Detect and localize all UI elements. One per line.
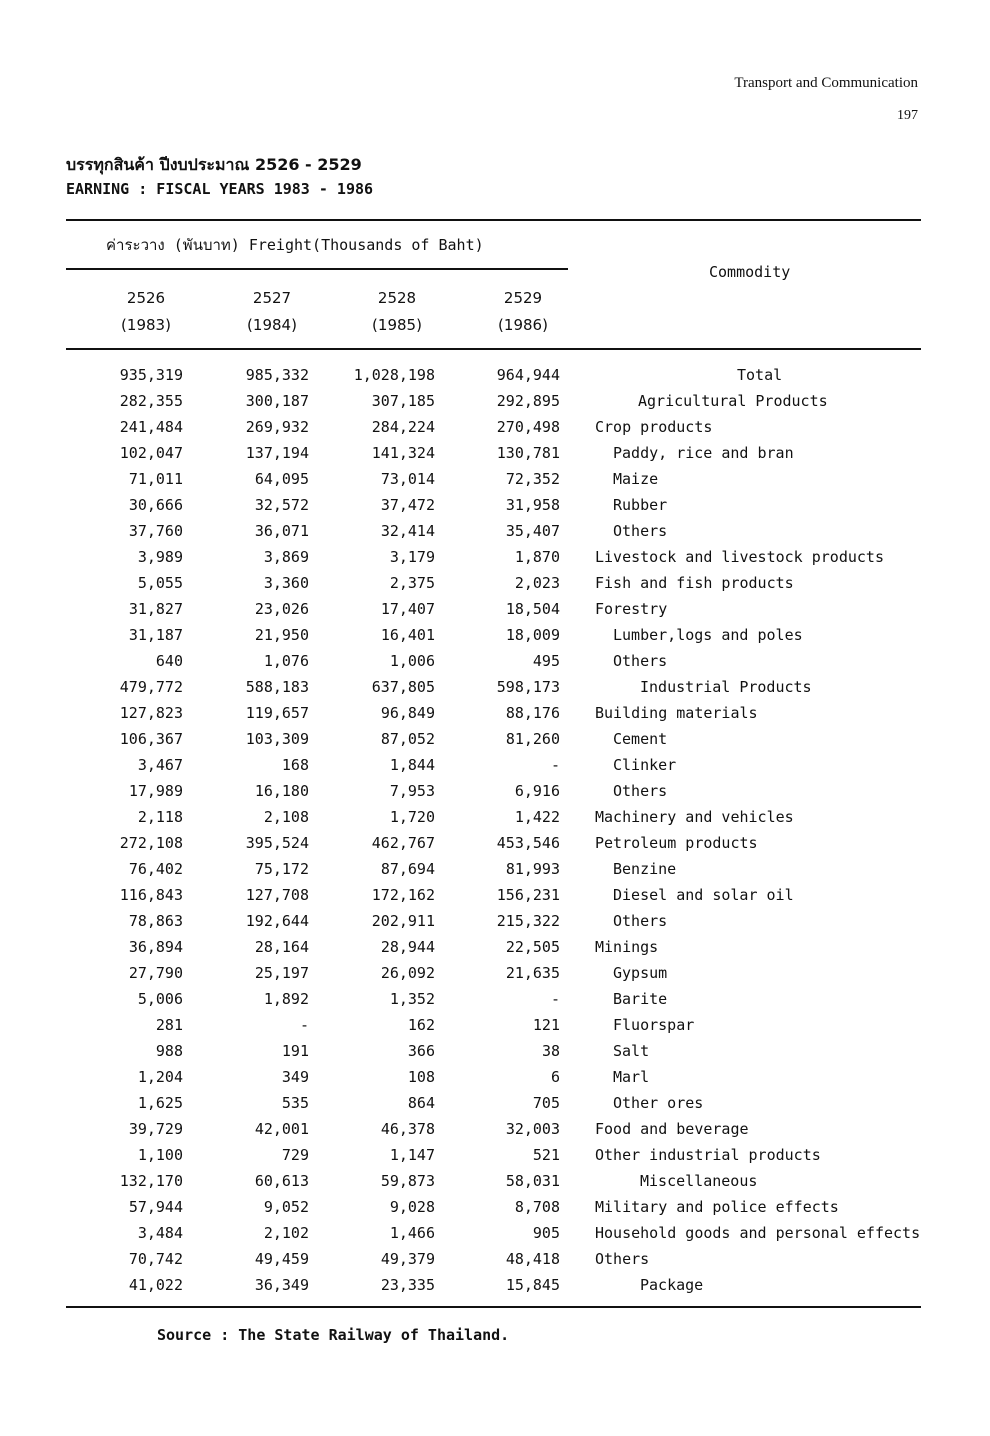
commodity-label: Agricultural Products	[638, 392, 828, 410]
freight-value-1985: 3,179	[389, 548, 435, 566]
freight-value-1986: 905	[532, 1224, 560, 1242]
table-row	[0, 778, 990, 804]
freight-value-1986: 453,546	[496, 834, 560, 852]
commodity-label: Others	[595, 1250, 650, 1268]
commodity-label: Rubber	[613, 496, 668, 514]
freight-value-1984: 103,309	[245, 730, 309, 748]
freight-value-1986: 495	[532, 652, 560, 670]
freight-value-1985: 1,028,198	[353, 366, 435, 384]
table-title-thai: บรรทุกสินค้า ปีงบประมาณ 2526 - 2529	[66, 155, 362, 174]
table-row	[0, 388, 990, 414]
freight-value-1983: 132,170	[119, 1172, 183, 1190]
freight-value-1983: 935,319	[119, 366, 183, 384]
freight-value-1986: 18,504	[505, 600, 560, 618]
table-row	[0, 674, 990, 700]
freight-value-1984: 49,459	[254, 1250, 309, 1268]
commodity-label: Other industrial products	[595, 1146, 821, 1164]
table-row	[0, 362, 990, 388]
table-row	[0, 518, 990, 544]
table-row	[0, 1272, 990, 1298]
year-ad: (1984)	[247, 316, 297, 334]
freight-value-1985: 141,324	[371, 444, 435, 462]
table-body	[0, 362, 990, 1298]
freight-value-1986: 72,352	[505, 470, 560, 488]
commodity-label: Clinker	[613, 756, 677, 774]
freight-value-1984: 300,187	[245, 392, 309, 410]
commodity-column-header: Commodity	[709, 263, 791, 281]
freight-value-1984: 25,197	[254, 964, 309, 982]
freight-value-1983: 3,467	[137, 756, 183, 774]
year-ad: (1986)	[498, 316, 548, 334]
freight-value-1986: 6	[550, 1068, 560, 1086]
freight-value-1984: 192,644	[245, 912, 309, 930]
freight-value-1986: 1,870	[514, 548, 560, 566]
table-row	[0, 570, 990, 596]
freight-value-1983: 39,729	[128, 1120, 183, 1138]
commodity-label: Crop products	[595, 418, 713, 436]
freight-value-1985: 1,147	[389, 1146, 435, 1164]
freight-column-label: ค่าระวาง (พันบาท) Freight(Thousands of Baht)	[106, 236, 484, 254]
freight-value-1983: 5,055	[137, 574, 183, 592]
commodity-label: Salt	[613, 1042, 650, 1060]
freight-value-1984: 21,950	[254, 626, 309, 644]
freight-value-1985: 162	[407, 1016, 435, 1034]
freight-value-1983: 282,355	[119, 392, 183, 410]
freight-value-1985: 49,379	[380, 1250, 435, 1268]
freight-value-1985: 1,006	[389, 652, 435, 670]
freight-value-1984: 349	[281, 1068, 309, 1086]
freight-value-1983: 127,823	[119, 704, 183, 722]
freight-value-1986: 88,176	[505, 704, 560, 722]
freight-value-1986: 705	[532, 1094, 560, 1112]
commodity-label: Diesel and solar oil	[613, 886, 794, 904]
commodity-label: Household goods and personal effects	[595, 1224, 921, 1242]
source-note: Source : The State Railway of Thailand.	[157, 1326, 510, 1344]
commodity-label: Others	[613, 912, 668, 930]
freight-value-1986: 2,023	[514, 574, 560, 592]
freight-value-1983: 479,772	[119, 678, 183, 696]
freight-value-1986: 521	[532, 1146, 560, 1164]
freight-value-1983: 41,022	[128, 1276, 183, 1294]
table-row	[0, 414, 990, 440]
freight-value-1984: 985,332	[245, 366, 309, 384]
freight-value-1985: 87,694	[380, 860, 435, 878]
table-row	[0, 1194, 990, 1220]
year-header-2529	[478, 285, 568, 339]
freight-value-1986: 964,944	[496, 366, 560, 384]
year-header-2527	[227, 285, 317, 339]
freight-value-1983: 241,484	[119, 418, 183, 436]
freight-value-1983: 640	[155, 652, 183, 670]
table-row	[0, 1038, 990, 1064]
table-row	[0, 986, 990, 1012]
freight-value-1985: 46,378	[380, 1120, 435, 1138]
commodity-label: Barite	[613, 990, 668, 1008]
table-row	[0, 960, 990, 986]
freight-value-1985: 23,335	[380, 1276, 435, 1294]
table-row	[0, 596, 990, 622]
freight-value-1983: 1,625	[137, 1094, 183, 1112]
freight-value-1984: 64,095	[254, 470, 309, 488]
freight-value-1984: 23,026	[254, 600, 309, 618]
freight-value-1984: 36,071	[254, 522, 309, 540]
freight-value-1986: 8,708	[514, 1198, 560, 1216]
freight-value-1983: 36,894	[128, 938, 183, 956]
freight-value-1986: 215,322	[496, 912, 560, 930]
table-row	[0, 492, 990, 518]
freight-value-1986: 1,422	[514, 808, 560, 826]
freight-value-1983: 272,108	[119, 834, 183, 852]
table-row	[0, 648, 990, 674]
freight-value-1983: 116,843	[119, 886, 183, 904]
freight-value-1985: 366	[407, 1042, 435, 1060]
freight-value-1984: 3,869	[263, 548, 309, 566]
year-header-2528	[352, 285, 442, 339]
freight-value-1984: 127,708	[245, 886, 309, 904]
freight-value-1983: 31,187	[128, 626, 183, 644]
freight-value-1985: 284,224	[371, 418, 435, 436]
header-bottom-rule	[66, 348, 921, 350]
table-row	[0, 1220, 990, 1246]
commodity-label: Paddy, rice and bran	[613, 444, 794, 462]
table-row	[0, 622, 990, 648]
table-row	[0, 856, 990, 882]
freight-value-1983: 988	[155, 1042, 183, 1060]
freight-value-1986: 31,958	[505, 496, 560, 514]
freight-value-1983: 5,006	[137, 990, 183, 1008]
running-head: Transport and Communication	[734, 75, 918, 91]
freight-value-1985: 1,720	[389, 808, 435, 826]
commodity-label: Others	[613, 522, 668, 540]
freight-header-rule	[66, 268, 568, 270]
commodity-label: Miscellaneous	[640, 1172, 758, 1190]
freight-value-1983: 281	[155, 1016, 183, 1034]
commodity-label: Maize	[613, 470, 659, 488]
freight-value-1983: 31,827	[128, 600, 183, 618]
freight-value-1984: 9,052	[263, 1198, 309, 1216]
freight-value-1985: 73,014	[380, 470, 435, 488]
freight-value-1983: 106,367	[119, 730, 183, 748]
freight-value-1984: 2,102	[263, 1224, 309, 1242]
freight-value-1985: 9,028	[389, 1198, 435, 1216]
table-row	[0, 1090, 990, 1116]
freight-value-1985: 108	[407, 1068, 435, 1086]
freight-value-1984: 3,360	[263, 574, 309, 592]
freight-value-1985: 637,805	[371, 678, 435, 696]
commodity-label: Other ores	[613, 1094, 704, 1112]
freight-value-1985: 28,944	[380, 938, 435, 956]
table-row	[0, 934, 990, 960]
freight-value-1984: 60,613	[254, 1172, 309, 1190]
freight-value-1986: -	[550, 756, 560, 774]
table-title-english: EARNING : FISCAL YEARS 1983 - 1986	[66, 180, 374, 198]
freight-value-1985: 1,466	[389, 1224, 435, 1242]
freight-value-1986: 156,231	[496, 886, 560, 904]
freight-value-1985: 96,849	[380, 704, 435, 722]
freight-value-1983: 1,100	[137, 1146, 183, 1164]
freight-value-1985: 16,401	[380, 626, 435, 644]
table-row	[0, 700, 990, 726]
commodity-label: Building materials	[595, 704, 758, 722]
freight-value-1985: 307,185	[371, 392, 435, 410]
freight-value-1985: 202,911	[371, 912, 435, 930]
freight-value-1986: 6,916	[514, 782, 560, 800]
commodity-label: Benzine	[613, 860, 677, 878]
freight-value-1984: 535	[281, 1094, 309, 1112]
page-number: 197	[897, 108, 918, 123]
freight-value-1985: 1,844	[389, 756, 435, 774]
freight-value-1986: 15,845	[505, 1276, 560, 1294]
table-row	[0, 1012, 990, 1038]
freight-value-1984: 16,180	[254, 782, 309, 800]
commodity-label: Gypsum	[613, 964, 668, 982]
year-header-2526	[101, 285, 191, 339]
freight-value-1983: 70,742	[128, 1250, 183, 1268]
table-bottom-rule	[66, 1306, 921, 1308]
commodity-label: Food and beverage	[595, 1120, 749, 1138]
freight-value-1986: 58,031	[505, 1172, 560, 1190]
freight-value-1984: 28,164	[254, 938, 309, 956]
table-row	[0, 544, 990, 570]
freight-value-1985: 1,352	[389, 990, 435, 1008]
freight-value-1986: 270,498	[496, 418, 560, 436]
freight-value-1985: 26,092	[380, 964, 435, 982]
freight-value-1984: 1,892	[263, 990, 309, 1008]
freight-value-1985: 7,953	[389, 782, 435, 800]
freight-value-1983: 78,863	[128, 912, 183, 930]
table-row	[0, 440, 990, 466]
freight-value-1985: 172,162	[371, 886, 435, 904]
freight-value-1983: 2,118	[137, 808, 183, 826]
table-row	[0, 1168, 990, 1194]
freight-value-1985: 462,767	[371, 834, 435, 852]
commodity-label: Total	[737, 366, 783, 384]
commodity-label: Package	[640, 1276, 704, 1294]
year-ad: (1983)	[121, 316, 171, 334]
commodity-label: Minings	[595, 938, 659, 956]
freight-value-1983: 17,989	[128, 782, 183, 800]
year-thai: 2529	[503, 289, 543, 307]
commodity-label: Machinery and vehicles	[595, 808, 794, 826]
freight-value-1984: 2,108	[263, 808, 309, 826]
commodity-label: Forestry	[595, 600, 668, 618]
commodity-label: Petroleum products	[595, 834, 758, 852]
commodity-label: Others	[613, 652, 668, 670]
commodity-label: Fish and fish products	[595, 574, 794, 592]
table-row	[0, 1142, 990, 1168]
freight-value-1986: -	[550, 990, 560, 1008]
table-row	[0, 726, 990, 752]
freight-value-1984: 75,172	[254, 860, 309, 878]
commodity-label: Lumber,logs and poles	[613, 626, 803, 644]
freight-value-1984: 119,657	[245, 704, 309, 722]
year-thai: 2527	[252, 289, 292, 307]
freight-value-1983: 3,989	[137, 548, 183, 566]
freight-value-1984: 269,932	[245, 418, 309, 436]
freight-value-1984: -	[299, 1016, 309, 1034]
table-row	[0, 908, 990, 934]
freight-value-1986: 48,418	[505, 1250, 560, 1268]
freight-value-1985: 17,407	[380, 600, 435, 618]
year-thai: 2528	[377, 289, 417, 307]
table-top-rule	[66, 219, 921, 221]
freight-value-1986: 35,407	[505, 522, 560, 540]
freight-value-1983: 102,047	[119, 444, 183, 462]
freight-value-1986: 32,003	[505, 1120, 560, 1138]
year-thai: 2526	[126, 289, 166, 307]
freight-value-1986: 130,781	[496, 444, 560, 462]
table-row	[0, 882, 990, 908]
freight-value-1984: 729	[281, 1146, 309, 1164]
table-row	[0, 752, 990, 778]
freight-value-1983: 37,760	[128, 522, 183, 540]
freight-value-1983: 27,790	[128, 964, 183, 982]
freight-value-1986: 598,173	[496, 678, 560, 696]
freight-value-1985: 59,873	[380, 1172, 435, 1190]
freight-value-1983: 71,011	[128, 470, 183, 488]
freight-value-1984: 42,001	[254, 1120, 309, 1138]
commodity-label: Fluorspar	[613, 1016, 695, 1034]
commodity-label: Military and police effects	[595, 1198, 839, 1216]
table-row	[0, 804, 990, 830]
commodity-label: Others	[613, 782, 668, 800]
freight-value-1985: 37,472	[380, 496, 435, 514]
freight-value-1986: 81,260	[505, 730, 560, 748]
freight-value-1985: 87,052	[380, 730, 435, 748]
freight-value-1986: 121	[532, 1016, 560, 1034]
freight-value-1985: 32,414	[380, 522, 435, 540]
freight-value-1986: 38	[541, 1042, 560, 1060]
table-row	[0, 1246, 990, 1272]
freight-value-1985: 864	[407, 1094, 435, 1112]
freight-value-1983: 3,484	[137, 1224, 183, 1242]
table-row	[0, 1064, 990, 1090]
freight-value-1986: 22,505	[505, 938, 560, 956]
table-row	[0, 1116, 990, 1142]
freight-value-1984: 191	[281, 1042, 309, 1060]
freight-value-1984: 36,349	[254, 1276, 309, 1294]
freight-value-1984: 168	[281, 756, 309, 774]
freight-value-1984: 32,572	[254, 496, 309, 514]
freight-value-1986: 21,635	[505, 964, 560, 982]
commodity-label: Cement	[613, 730, 668, 748]
freight-value-1986: 292,895	[496, 392, 560, 410]
table-row	[0, 830, 990, 856]
freight-value-1983: 30,666	[128, 496, 183, 514]
freight-value-1984: 137,194	[245, 444, 309, 462]
freight-value-1985: 2,375	[389, 574, 435, 592]
commodity-label: Industrial Products	[640, 678, 812, 696]
freight-value-1986: 81,993	[505, 860, 560, 878]
freight-value-1983: 57,944	[128, 1198, 183, 1216]
freight-value-1983: 76,402	[128, 860, 183, 878]
freight-value-1986: 18,009	[505, 626, 560, 644]
freight-value-1983: 1,204	[137, 1068, 183, 1086]
freight-value-1984: 395,524	[245, 834, 309, 852]
commodity-label: Marl	[613, 1068, 650, 1086]
freight-value-1984: 588,183	[245, 678, 309, 696]
year-ad: (1985)	[372, 316, 422, 334]
commodity-label: Livestock and livestock products	[595, 548, 884, 566]
table-row	[0, 466, 990, 492]
freight-value-1984: 1,076	[263, 652, 309, 670]
